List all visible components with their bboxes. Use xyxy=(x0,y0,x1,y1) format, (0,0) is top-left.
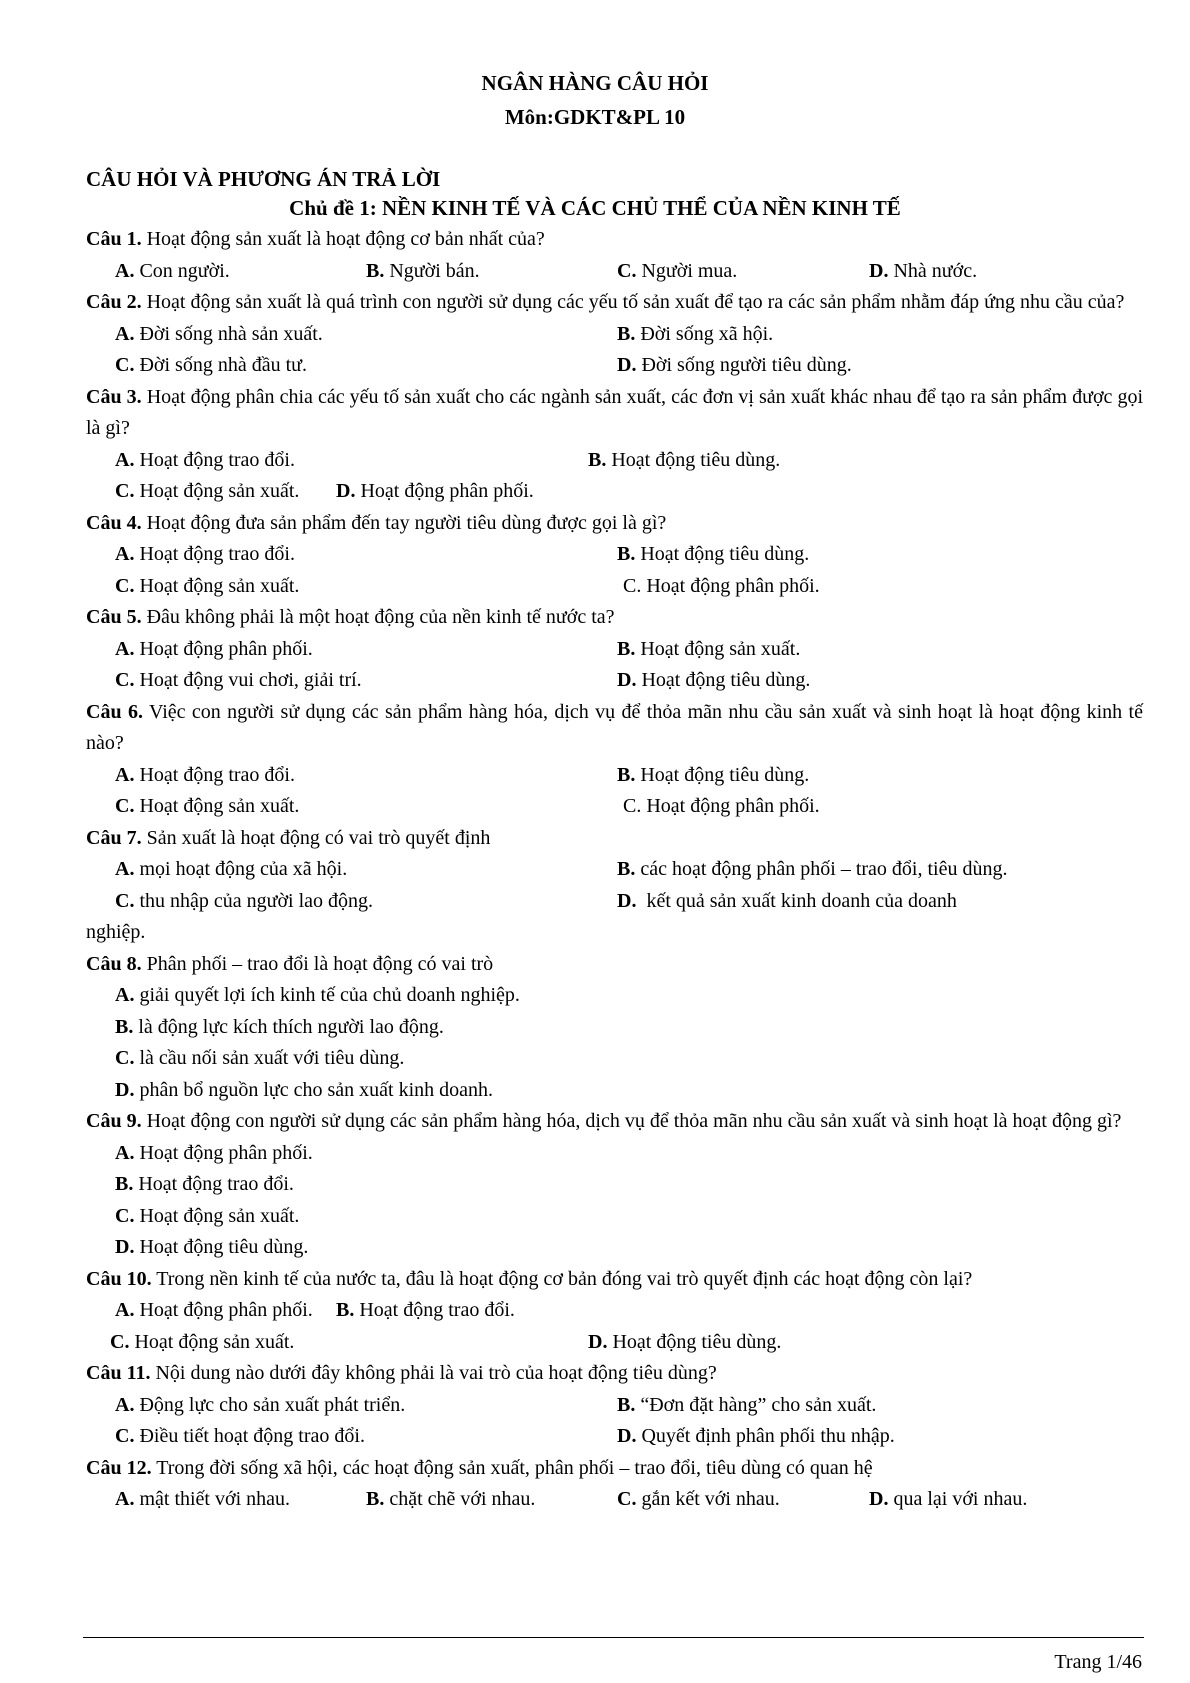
option-text: mật thiết với nhau. xyxy=(139,1488,290,1510)
question-1 xyxy=(86,224,1143,256)
options-row xyxy=(86,476,1143,508)
option-label: D. xyxy=(617,1425,637,1447)
option-text: . Hoạt động phân phối. xyxy=(636,574,820,597)
question-number: Câu 8. xyxy=(86,952,142,975)
option-text: Hoạt động sản xuất. xyxy=(640,637,801,660)
question-text: Trong nền kinh tế của nước ta, đâu là hoạt động cơ bản đóng vai trò quyết định các hoạt động còn lại? xyxy=(156,1267,973,1290)
option-text: Hoạt động trao đổi. xyxy=(138,1173,294,1195)
option-label: B. xyxy=(336,1299,355,1321)
option-text: Hoạt động trao đổi. xyxy=(359,1299,515,1321)
option-a xyxy=(115,854,347,886)
options-row xyxy=(86,854,1143,886)
option-d xyxy=(588,1327,781,1359)
option-d xyxy=(86,1232,1143,1264)
option-a xyxy=(86,980,1143,1012)
option-c xyxy=(115,350,307,382)
option-c xyxy=(115,791,299,823)
option-text: Hoạt động tiêu dùng. xyxy=(612,1330,782,1353)
option-text: Đời sống người tiêu dùng. xyxy=(641,354,852,376)
option-c xyxy=(115,665,362,697)
option-label: C. xyxy=(115,574,135,597)
option-text: mọi hoạt động của xã hội. xyxy=(139,858,348,880)
option-a xyxy=(115,760,295,792)
option-label: A. xyxy=(115,322,135,345)
option-text: . Hoạt động phân phối. xyxy=(636,795,820,817)
question-text: Việc con người sử dụng các sản phẩm hàng hóa, dịch vụ để thỏa mãn nhu cầu sản xuất và sinh hoạt là hoạt động kinh tế nào? xyxy=(86,700,1143,754)
section-heading: CÂU HỎI VÀ PHƯƠNG ÁN TRẢ LỜI xyxy=(86,167,441,191)
question-number: Câu 10. xyxy=(86,1267,152,1290)
option-label: B. xyxy=(617,763,636,786)
options-row xyxy=(86,634,1143,666)
option-a xyxy=(86,1138,1143,1170)
option-label: D. xyxy=(115,1236,135,1258)
option-label: B. xyxy=(366,1488,385,1510)
option-b xyxy=(617,854,1007,886)
question-text: Hoạt động phân chia các yếu tố sản xuất cho các ngành sản xuất, các đơn vị sản xuất khác nhau để tạo ra sản phẩm được gọi là gì? xyxy=(86,385,1144,439)
question-text: Hoạt động sản xuất là hoạt động cơ bản nhất của? xyxy=(146,228,545,250)
question-5 xyxy=(86,602,1143,634)
option-text: Hoạt động phân phối. xyxy=(139,637,313,660)
option-b xyxy=(617,319,773,351)
options-row xyxy=(86,1327,1143,1359)
options-row xyxy=(86,350,1143,382)
question-12 xyxy=(86,1453,1143,1485)
option-d xyxy=(869,256,977,288)
question-text: Hoạt động con người sử dụng các sản phẩm hàng hóa, dịch vụ để thỏa mãn nhu cầu sản xuất và sinh hoạt là hoạt động gì? xyxy=(146,1110,1122,1132)
option-d xyxy=(623,791,820,823)
option-a xyxy=(115,1390,405,1422)
option-b xyxy=(86,1169,1143,1201)
option-label: B. xyxy=(115,1173,134,1195)
option-text: Người mua. xyxy=(641,259,738,282)
option-label: A. xyxy=(115,763,135,786)
footer-divider xyxy=(83,1637,1144,1638)
option-a xyxy=(115,319,323,351)
page-number: Trang 1/46 xyxy=(1054,1651,1142,1673)
option-text: qua lại với nhau. xyxy=(893,1488,1028,1510)
question-text: Hoạt động sản xuất là quá trình con người sử dụng các yếu tố sản xuất để tạo ra các sản phẩm nhằm đáp ứng nhu cầu của? xyxy=(146,291,1125,313)
option-text: gắn kết với nhau. xyxy=(641,1488,780,1510)
option-label: B. xyxy=(366,259,385,282)
question-number: Câu 3. xyxy=(86,385,142,408)
option-label: A. xyxy=(115,1299,135,1321)
option-text: kết quả sản xuất kinh doanh của doanh xyxy=(646,889,957,912)
option-label: A. xyxy=(115,259,135,282)
option-label: C. xyxy=(115,795,135,817)
options-row xyxy=(86,539,1143,571)
option-text: Hoạt động sản xuất. xyxy=(139,574,300,597)
option-b xyxy=(366,1484,535,1516)
options-row xyxy=(86,445,1143,477)
options-row xyxy=(86,760,1143,792)
option-text: thu nhập của người lao động. xyxy=(139,889,374,912)
option-c xyxy=(617,1484,780,1516)
question-text: Đâu không phải là một hoạt động của nền kinh tế nước ta? xyxy=(146,606,615,628)
option-label: B. xyxy=(588,448,607,471)
option-text: Con người. xyxy=(139,259,230,282)
option-text: Hoạt động tiêu dùng. xyxy=(611,448,781,471)
options-row xyxy=(86,319,1143,351)
option-text: Hoạt động sản xuất. xyxy=(134,1330,295,1353)
question-number: Câu 1. xyxy=(86,228,142,250)
option-label: D. xyxy=(588,1330,608,1353)
question-10 xyxy=(86,1264,1143,1296)
option-text: Điều tiết hoạt động trao đổi. xyxy=(139,1425,365,1447)
option-text: Đời sống xã hội. xyxy=(640,322,774,345)
option-c xyxy=(115,886,373,918)
option-d xyxy=(617,665,810,697)
option-c xyxy=(86,1201,1143,1233)
option-c xyxy=(115,1421,365,1453)
option-text: chặt chẽ với nhau. xyxy=(389,1488,536,1510)
question-3 xyxy=(86,382,1143,445)
option-d xyxy=(869,1484,1027,1516)
option-text: Hoạt động phân phối. xyxy=(139,1141,313,1164)
question-11 xyxy=(86,1358,1143,1390)
document-title: NGÂN HÀNG CÂU HỎI xyxy=(481,71,709,95)
question-4 xyxy=(86,508,1143,540)
option-d xyxy=(623,571,820,603)
option-label: D. xyxy=(617,889,637,912)
option-label: B. xyxy=(617,322,636,345)
option-b xyxy=(588,445,780,477)
option-b xyxy=(366,256,480,288)
option-d-continuation: nghiệp. xyxy=(86,921,146,943)
option-label: D. xyxy=(869,1488,889,1510)
option-text: Hoạt động phân phối. xyxy=(139,1299,313,1321)
option-c xyxy=(617,256,737,288)
question-text: Trong đời sống xã hội, các hoạt động sản xuất, phân phối – trao đổi, tiêu dùng có quan hệ xyxy=(156,1456,873,1479)
option-text: Hoạt động tiêu dùng. xyxy=(139,1236,309,1258)
option-label: D. xyxy=(617,354,637,376)
option-d xyxy=(86,1075,1143,1107)
option-label: C. xyxy=(110,1330,130,1353)
option-d xyxy=(617,886,1143,918)
option-label: A. xyxy=(115,858,135,880)
options-row xyxy=(86,1390,1143,1422)
option-label: A. xyxy=(115,1488,135,1510)
option-text: “Đơn đặt hàng” cho sản xuất. xyxy=(640,1393,877,1416)
option-text: giải quyết lợi ích kinh tế của chủ doanh nghiệp. xyxy=(139,984,520,1006)
question-6 xyxy=(86,697,1143,760)
option-a xyxy=(115,445,295,477)
option-label: B. xyxy=(617,858,636,880)
question-list xyxy=(86,224,1143,1516)
option-text: Hoạt động vui chơi, giải trí. xyxy=(139,669,362,691)
option-label: C. xyxy=(115,354,135,376)
option-c xyxy=(115,571,299,603)
option-a xyxy=(115,634,313,666)
option-text: Hoạt động sản xuất. xyxy=(139,1204,300,1227)
document-subtitle: Môn:GDKT&PL 10 xyxy=(504,105,686,129)
question-number: Câu 2. xyxy=(86,291,142,313)
options-row xyxy=(86,1484,1143,1516)
option-text: Hoạt động tiêu dùng. xyxy=(641,669,811,691)
option-text: Đời sống nhà sản xuất. xyxy=(139,322,323,345)
option-label: A. xyxy=(115,1393,135,1416)
option-label: B. xyxy=(617,1393,636,1416)
option-text: phân bổ nguồn lực cho sản xuất kinh doanh. xyxy=(139,1078,494,1101)
option-b xyxy=(617,1390,876,1422)
question-number: Câu 9. xyxy=(86,1110,142,1132)
option-a xyxy=(115,1295,313,1327)
option-c xyxy=(86,1043,1143,1075)
option-text: các hoạt động phân phối – trao đổi, tiêu dùng. xyxy=(640,858,1008,880)
option-b xyxy=(617,634,800,666)
option-text: Hoạt động trao đổi. xyxy=(139,763,295,786)
option-label: C. xyxy=(115,480,135,502)
option-label: A. xyxy=(115,543,135,565)
question-text: Sản xuất là hoạt động có vai trò quyết định xyxy=(146,826,491,849)
option-label: C. xyxy=(115,1047,135,1069)
option-label: C. xyxy=(115,1204,135,1227)
option-d xyxy=(617,1421,895,1453)
option-text: Quyết định phân phối thu nhập. xyxy=(641,1425,895,1447)
option-text: Đời sống nhà đầu tư. xyxy=(139,354,307,376)
option-label: D. xyxy=(336,480,356,502)
options-row xyxy=(86,256,1143,288)
option-label: B. xyxy=(115,1015,134,1038)
option-label: C xyxy=(623,574,637,597)
question-number: Câu 6. xyxy=(86,700,143,723)
option-c xyxy=(115,476,299,508)
option-label: C. xyxy=(115,669,135,691)
option-text: Hoạt động sản xuất. xyxy=(139,480,300,502)
question-number: Câu 4. xyxy=(86,511,142,534)
question-text: Nội dung nào dưới đây không phải là vai trò của hoạt động tiêu dùng? xyxy=(155,1362,717,1384)
options-row xyxy=(86,1295,1143,1327)
options-row xyxy=(86,791,1143,823)
option-b xyxy=(617,760,809,792)
question-number: Câu 7. xyxy=(86,826,142,849)
topic-heading: Chủ đề 1: NỀN KINH TẾ VÀ CÁC CHỦ THỂ CỦA NỀN KINH TẾ xyxy=(289,196,901,220)
option-b xyxy=(336,1295,515,1327)
option-label: B. xyxy=(617,637,636,660)
option-text: Động lực cho sản xuất phát triển. xyxy=(139,1393,406,1416)
option-c xyxy=(110,1327,294,1359)
option-label: A. xyxy=(115,637,135,660)
option-text: là cầu nối sản xuất với tiêu dùng. xyxy=(139,1047,405,1069)
option-label: C xyxy=(623,795,637,817)
option-text: Nhà nước. xyxy=(893,259,978,282)
option-text: là động lực kích thích người lao động. xyxy=(138,1015,444,1038)
option-text: Hoạt động sản xuất. xyxy=(139,795,300,817)
option-d xyxy=(336,476,534,508)
question-text: Hoạt động đưa sản phẩm đến tay người tiêu dùng được gọi là gì? xyxy=(146,511,667,534)
option-label: A. xyxy=(115,448,135,471)
option-label: A. xyxy=(115,1141,135,1164)
option-label: D. xyxy=(869,259,889,282)
option-label: A. xyxy=(115,984,135,1006)
options-row xyxy=(86,665,1143,697)
question-8 xyxy=(86,949,1143,981)
option-label: C. xyxy=(115,1425,135,1447)
option-label: B. xyxy=(617,543,636,565)
question-number: Câu 11. xyxy=(86,1362,151,1384)
question-text: Phân phối – trao đổi là hoạt động có vai trò xyxy=(146,952,494,975)
option-d xyxy=(617,350,852,382)
question-number: Câu 5. xyxy=(86,606,142,628)
option-label: D. xyxy=(115,1078,135,1101)
options-row xyxy=(86,886,1143,918)
question-number: Câu 12. xyxy=(86,1456,152,1479)
option-text: Hoạt động tiêu dùng. xyxy=(640,763,810,786)
option-a xyxy=(115,256,230,288)
option-text: Người bán. xyxy=(389,259,480,282)
options-row xyxy=(86,571,1143,603)
option-label: C. xyxy=(115,889,135,912)
option-text: Hoạt động phân phối. xyxy=(360,480,534,502)
question-7 xyxy=(86,823,1143,855)
option-label: C. xyxy=(617,1488,637,1510)
question-2 xyxy=(86,287,1143,319)
option-label: C. xyxy=(617,259,637,282)
option-text: Hoạt động trao đổi. xyxy=(139,448,295,471)
option-a xyxy=(115,1484,290,1516)
option-text: Hoạt động tiêu dùng. xyxy=(640,543,810,565)
option-b xyxy=(617,539,809,571)
option-b xyxy=(86,1012,1143,1044)
option-label: D. xyxy=(617,669,637,691)
question-9 xyxy=(86,1106,1143,1138)
option-a xyxy=(115,539,295,571)
options-row xyxy=(86,1421,1143,1453)
option-text: Hoạt động trao đổi. xyxy=(139,543,295,565)
